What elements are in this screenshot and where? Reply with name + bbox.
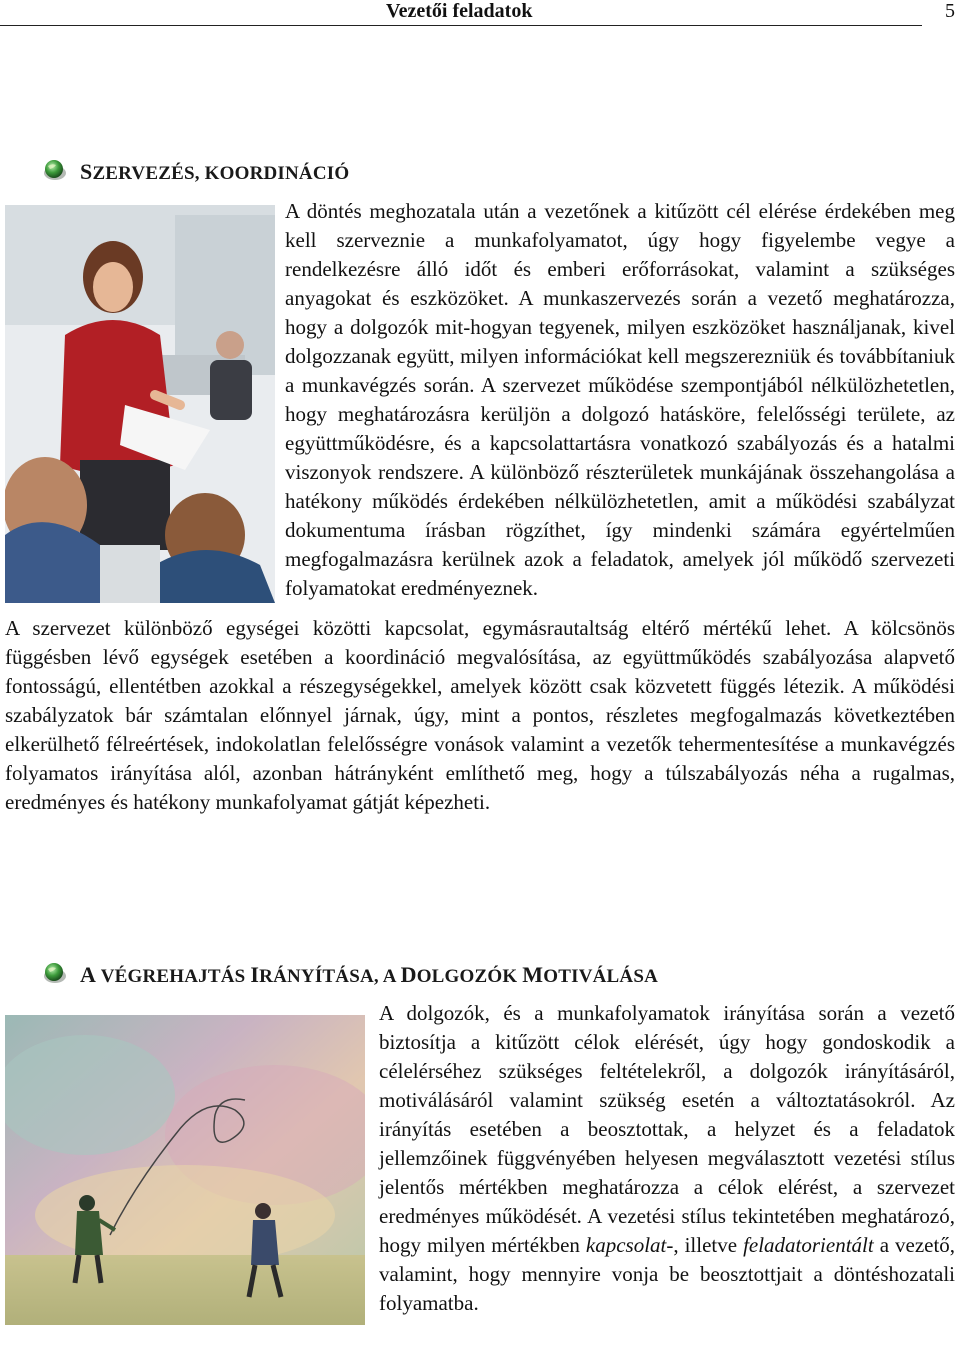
office-meeting-photo	[5, 205, 275, 603]
heading-part: OTIVÁLÁSA	[543, 966, 659, 987]
header-rule	[0, 25, 922, 26]
heading-initial: M	[522, 962, 544, 987]
heading-initial: S	[80, 159, 93, 184]
section2-italic-feladatorientalt: feladatorientált	[743, 1233, 874, 1257]
heading-rest: ZERVEZÉS, KOORDINÁCIÓ	[92, 163, 350, 184]
heading-part: OLGOZÓK	[416, 966, 523, 987]
page-number: 5	[945, 0, 955, 22]
page-header	[0, 0, 960, 30]
section1-body	[5, 197, 955, 817]
heading-part: VÉGREHAJTÁS	[96, 966, 251, 987]
heading-initial: I	[250, 962, 260, 987]
section1-paragraph2: A szervezet különböző egységei közötti kapcsolat, egymásrautaltság eltérő mértékű lehet. A kölcsönös függésben lévő egységek esetében a koordináció megvalósítása, az együttműködés szabályozása alapvető fontosságú, ellentétben azokkal a részegységekkel, amelyek között csak közvetett függés létezik. A működési szabályzatok bár számtalan előnnyel járnak, úgy, mint a pontos, részletes megfogalmazás következtében elkerülhető félreértések, indokolatlan felelősségre vonások valamint a vezetők tehermentesítése a munkavégzés folyamatos irányítása alól, azonban hátrányként említhető meg, hogy a túlszabályozás néha a rugalmas, eredményes és hatékony munkafolyamat gátját képezheti.	[5, 616, 955, 814]
heading-initial: A	[80, 962, 97, 987]
globe-bullet-icon	[42, 157, 68, 183]
section2-text-part1: A dolgozók, és a munkafolyamatok irányítása során a vezető biztosítja a kitűzött célok elérését, úgy hogy gondoskodik a célelérséhez szükséges feltételekről, a dolgozók irányításáról, motiválásáról valamint szükség esetén a változtatásokról. Az irányítás esetében a beosztottak, a helyzet és a feladatok jellemzőinek függvényében helyesen megválasztott vezetési stílus jelentős mértékben meghatározza a célok elérést, a szervezet eredményes működését. A vezetési stílus tekintetében meghatározó, hogy milyen mértékben	[379, 1001, 955, 1257]
header-title: Vezetői feladatok	[386, 0, 533, 22]
section1-paragraph1: A döntés meghozatala után a vezetőnek a kitűzött cél elérése érdekében meg kell szerveznie a munkafolyamatot, úgy hogy figyelembe vegye a rendelkezésre álló időt és emberi erőforrásokat, valamint a szükséges anyagokat és eszközöket. A munkaszervezés során a vezető meghatározza, hogy a dolgozók mit-hogyan tegyenek, milyen eszközöket használjanak, kivel dolgozzanak együtt, milyen információkat kell megszerezniük és továbbítaniuk a munkavégzés során. A szervezet működése szempontjából nélkülözhetetlen, hogy meghatározásra kerüljön a dolgozó hatásköre, felelősségi területe, az együttműködésre, és a kapcsolattartásra vonatkozó szabályozás és a hatalmi viszonyok rendszere. A különböző részterületek munkájának összehangolása a hatékony működés érdekében nélkülözhetetlen, amit a működési szabályzat dokumentuma írásban rögzíthet, így mindenki számára egyértelműen megfogalmazásra kerülnek azok a feladatok, amelyek jól működő szervezeti folyamatokat eredményeznek.	[285, 199, 955, 600]
section-heading-vegrehajtas	[80, 962, 658, 988]
heading-part: RÁNYÍTÁSA, A	[259, 966, 401, 987]
heading-initial: D	[400, 962, 417, 987]
section2-body	[5, 999, 955, 1329]
section2-text-part3: a vezető, valamint, hogy mennyire vonja be beosztottjait a döntéshozatali folyamatba.	[379, 1233, 956, 1315]
kite-painting-illustration	[5, 1015, 365, 1325]
section2-text-part2: , illetve	[673, 1233, 738, 1257]
section2-italic-kapcsolat: kapcsolat-	[585, 1233, 674, 1257]
section-heading-szervezes	[80, 159, 349, 185]
globe-bullet-icon	[42, 960, 68, 986]
